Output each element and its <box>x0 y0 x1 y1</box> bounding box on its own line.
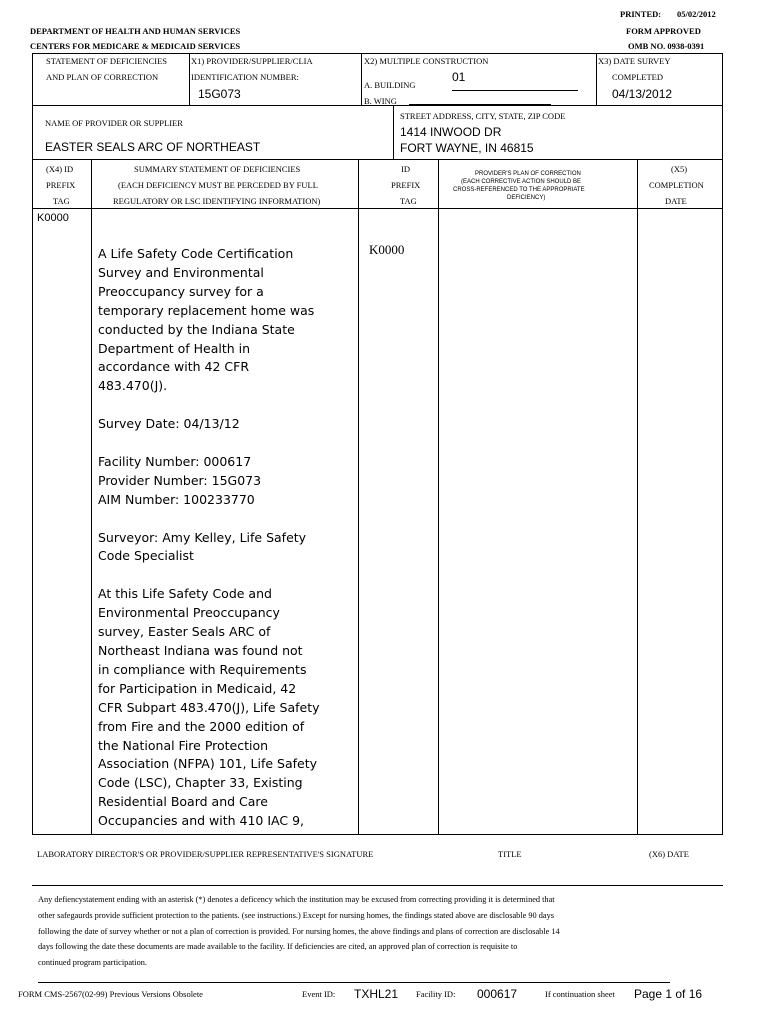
x4-id-label: (X4) ID <box>46 164 74 174</box>
x5-completion-label: COMPLETION <box>649 180 704 190</box>
text-line: Preoccupancy survey for a <box>98 283 264 299</box>
form-number: FORM CMS-2567(02-99) Previous Versions Obsolete <box>18 989 203 999</box>
title-label: TITLE <box>498 849 522 859</box>
id-prefix-label: PREFIX <box>391 180 421 190</box>
printed-label: PRINTED: <box>620 9 662 19</box>
x4-prefix-label: PREFIX <box>46 180 76 190</box>
survey-date-line: Survey Date: 04/13/12 <box>98 416 240 432</box>
x1-label-1: X1) PROVIDER/SUPPLIER/CLIA <box>191 56 313 66</box>
text-line: accordance with 42 CFR <box>98 359 250 375</box>
deficiency-statement <box>98 245 356 831</box>
surveyor-title-line: Code Specialist <box>98 548 194 564</box>
x2-label: X2) MULTIPLE CONSTRUCTION <box>364 56 489 66</box>
department-title: DEPARTMENT OF HEALTH AND HUMAN SERVICES <box>30 26 241 36</box>
text-line: from Fire and the 2000 edition of <box>98 718 305 734</box>
event-id-value: TXHL21 <box>354 987 399 1001</box>
signature-label: LABORATORY DIRECTOR'S OR PROVIDER/SUPPLIER REPRESENTATIVE'S SIGNATURE <box>37 849 374 859</box>
provider-name-value: EASTER SEALS ARC OF NORTHEAST <box>45 140 261 154</box>
summary-label-3: REGULATORY OR LSC IDENTIFYING INFORMATION) <box>113 196 321 206</box>
text-line: Association (NFPA) 101, Life Safety <box>98 756 317 772</box>
note-line: days following the date these documents are made available to the facility. If deficiencies are cited, an approved plan of correction is requisite to <box>38 942 518 952</box>
text-line: in compliance with Requirements <box>98 661 307 677</box>
id-tag-label: TAG <box>400 196 417 206</box>
x5-date-label: DATE <box>665 196 687 206</box>
text-line: Environmental Preoccupancy <box>98 605 280 621</box>
text-line: CFR Subpart 483.470(J), Life Safety <box>98 699 320 715</box>
summary-label-2: (EACH DEFICIENCY MUST BE PERCEDED BY FULL <box>118 180 318 190</box>
summary-label-1: SUMMARY STATEMENT OF DEFICIENCIES <box>134 164 301 174</box>
provider-id-value: 15G073 <box>198 87 241 101</box>
x3-label-1: X3) DATE SURVEY <box>598 56 671 66</box>
printed-date: 05/02/2012 <box>677 9 716 19</box>
note-line: Any defiencystatement ending with an asterisk (*) denotes a deficency which the institution may be excused from correcting providing it is determined that <box>38 895 555 904</box>
text-line: At this Life Safety Code and <box>98 586 272 602</box>
event-id-label: Event ID: <box>302 989 336 999</box>
plan-label-4: DEFICIENCY) <box>507 195 546 201</box>
text-line: Survey and Environmental <box>98 264 264 280</box>
x4-tag-label: TAG <box>53 196 70 206</box>
surveyor-line: Surveyor: Amy Kelley, Life Safety <box>98 529 307 545</box>
building-label: A. BUILDING <box>364 80 416 90</box>
text-line: the National Fire Protection <box>98 737 269 753</box>
facility-number-line: Facility Number: 000617 <box>98 453 252 469</box>
x3-label-2: COMPLETED <box>612 72 663 82</box>
text-line: Occupancies and with 410 IAC 9, <box>98 813 305 829</box>
text-line: A Life Safety Code Certification <box>98 246 294 261</box>
wing-label: B. WING <box>364 96 397 106</box>
building-value: 01 <box>452 70 466 84</box>
address-label: STREET ADDRESS, CITY, STATE, ZIP CODE <box>400 111 566 121</box>
text-line: for Participation in Medicaid, 42 <box>98 680 297 696</box>
id-label: ID <box>401 164 410 174</box>
prefix-tag-middle: K0000 <box>369 242 405 257</box>
text-line: Code (LSC), Chapter 33, Existing <box>98 775 303 791</box>
text-line: Department of Health in <box>98 340 251 356</box>
page-number: Page 1 of 16 <box>634 987 703 1001</box>
text-line: Residential Board and Care <box>98 794 268 810</box>
centers-title: CENTERS FOR MEDICARE & MEDICAID SERVICES <box>30 41 241 51</box>
statement-label-2: AND PLAN OF CORRECTION <box>46 72 159 82</box>
facility-id-label: Facility ID: <box>416 989 456 999</box>
text-line: survey, Easter Seals ARC of <box>98 624 271 640</box>
text-line: Northeast Indiana was found not <box>98 642 303 658</box>
plan-label-3: CROSS-REFERENCED TO THE APPROPRIATE <box>453 187 585 193</box>
omb-number: OMB NO. 0938-0391 <box>628 41 705 51</box>
provider-name-label: NAME OF PROVIDER OR SUPPLIER <box>45 118 183 128</box>
note-line: other safegaurds provide sufficient protection to the patients. (see instructions.) Except for nursing homes, the findings stated above are disclosable 90 days <box>38 910 554 920</box>
text-line: temporary replacement home was <box>98 302 315 318</box>
text-line: conducted by the Indiana State <box>98 321 295 337</box>
note-line: following the date of survey whether or not a plan of correction is provided. For nursing homes, the above findings and plans of correction are disclosable 14 <box>38 926 560 936</box>
address-line-2: FORT WAYNE, IN 46815 <box>400 141 534 155</box>
plan-label-1: PROVIDER'S PLAN OF CORRECTION <box>475 171 581 177</box>
statement-label-1: STATEMENT OF DEFICIENCIES <box>46 56 168 66</box>
survey-date-value: 04/13/2012 <box>612 87 673 101</box>
x5-label: (X5) <box>671 164 688 174</box>
form-approved: FORM APPROVED <box>626 26 701 36</box>
prefix-tag-left: K0000 <box>37 212 69 224</box>
disclaimer-note <box>38 892 718 971</box>
address-line-1: 1414 INWOOD DR <box>400 125 502 139</box>
text-line: 483.470(J). <box>98 378 168 394</box>
provider-number-line: Provider Number: 15G073 <box>98 472 262 488</box>
continuation-label: If continuation sheet <box>545 989 615 999</box>
aim-number-line: AIM Number: 100233770 <box>98 491 255 507</box>
x1-label-2: IDENTIFICATION NUMBER: <box>191 72 299 82</box>
plan-label-2: (EACH CORRECTIVE ACTION SHOULD BE <box>461 179 582 185</box>
x6-date-label: (X6) DATE <box>649 849 689 859</box>
note-line: continued program participation. <box>38 958 147 968</box>
facility-id-value: 000617 <box>477 987 518 1001</box>
